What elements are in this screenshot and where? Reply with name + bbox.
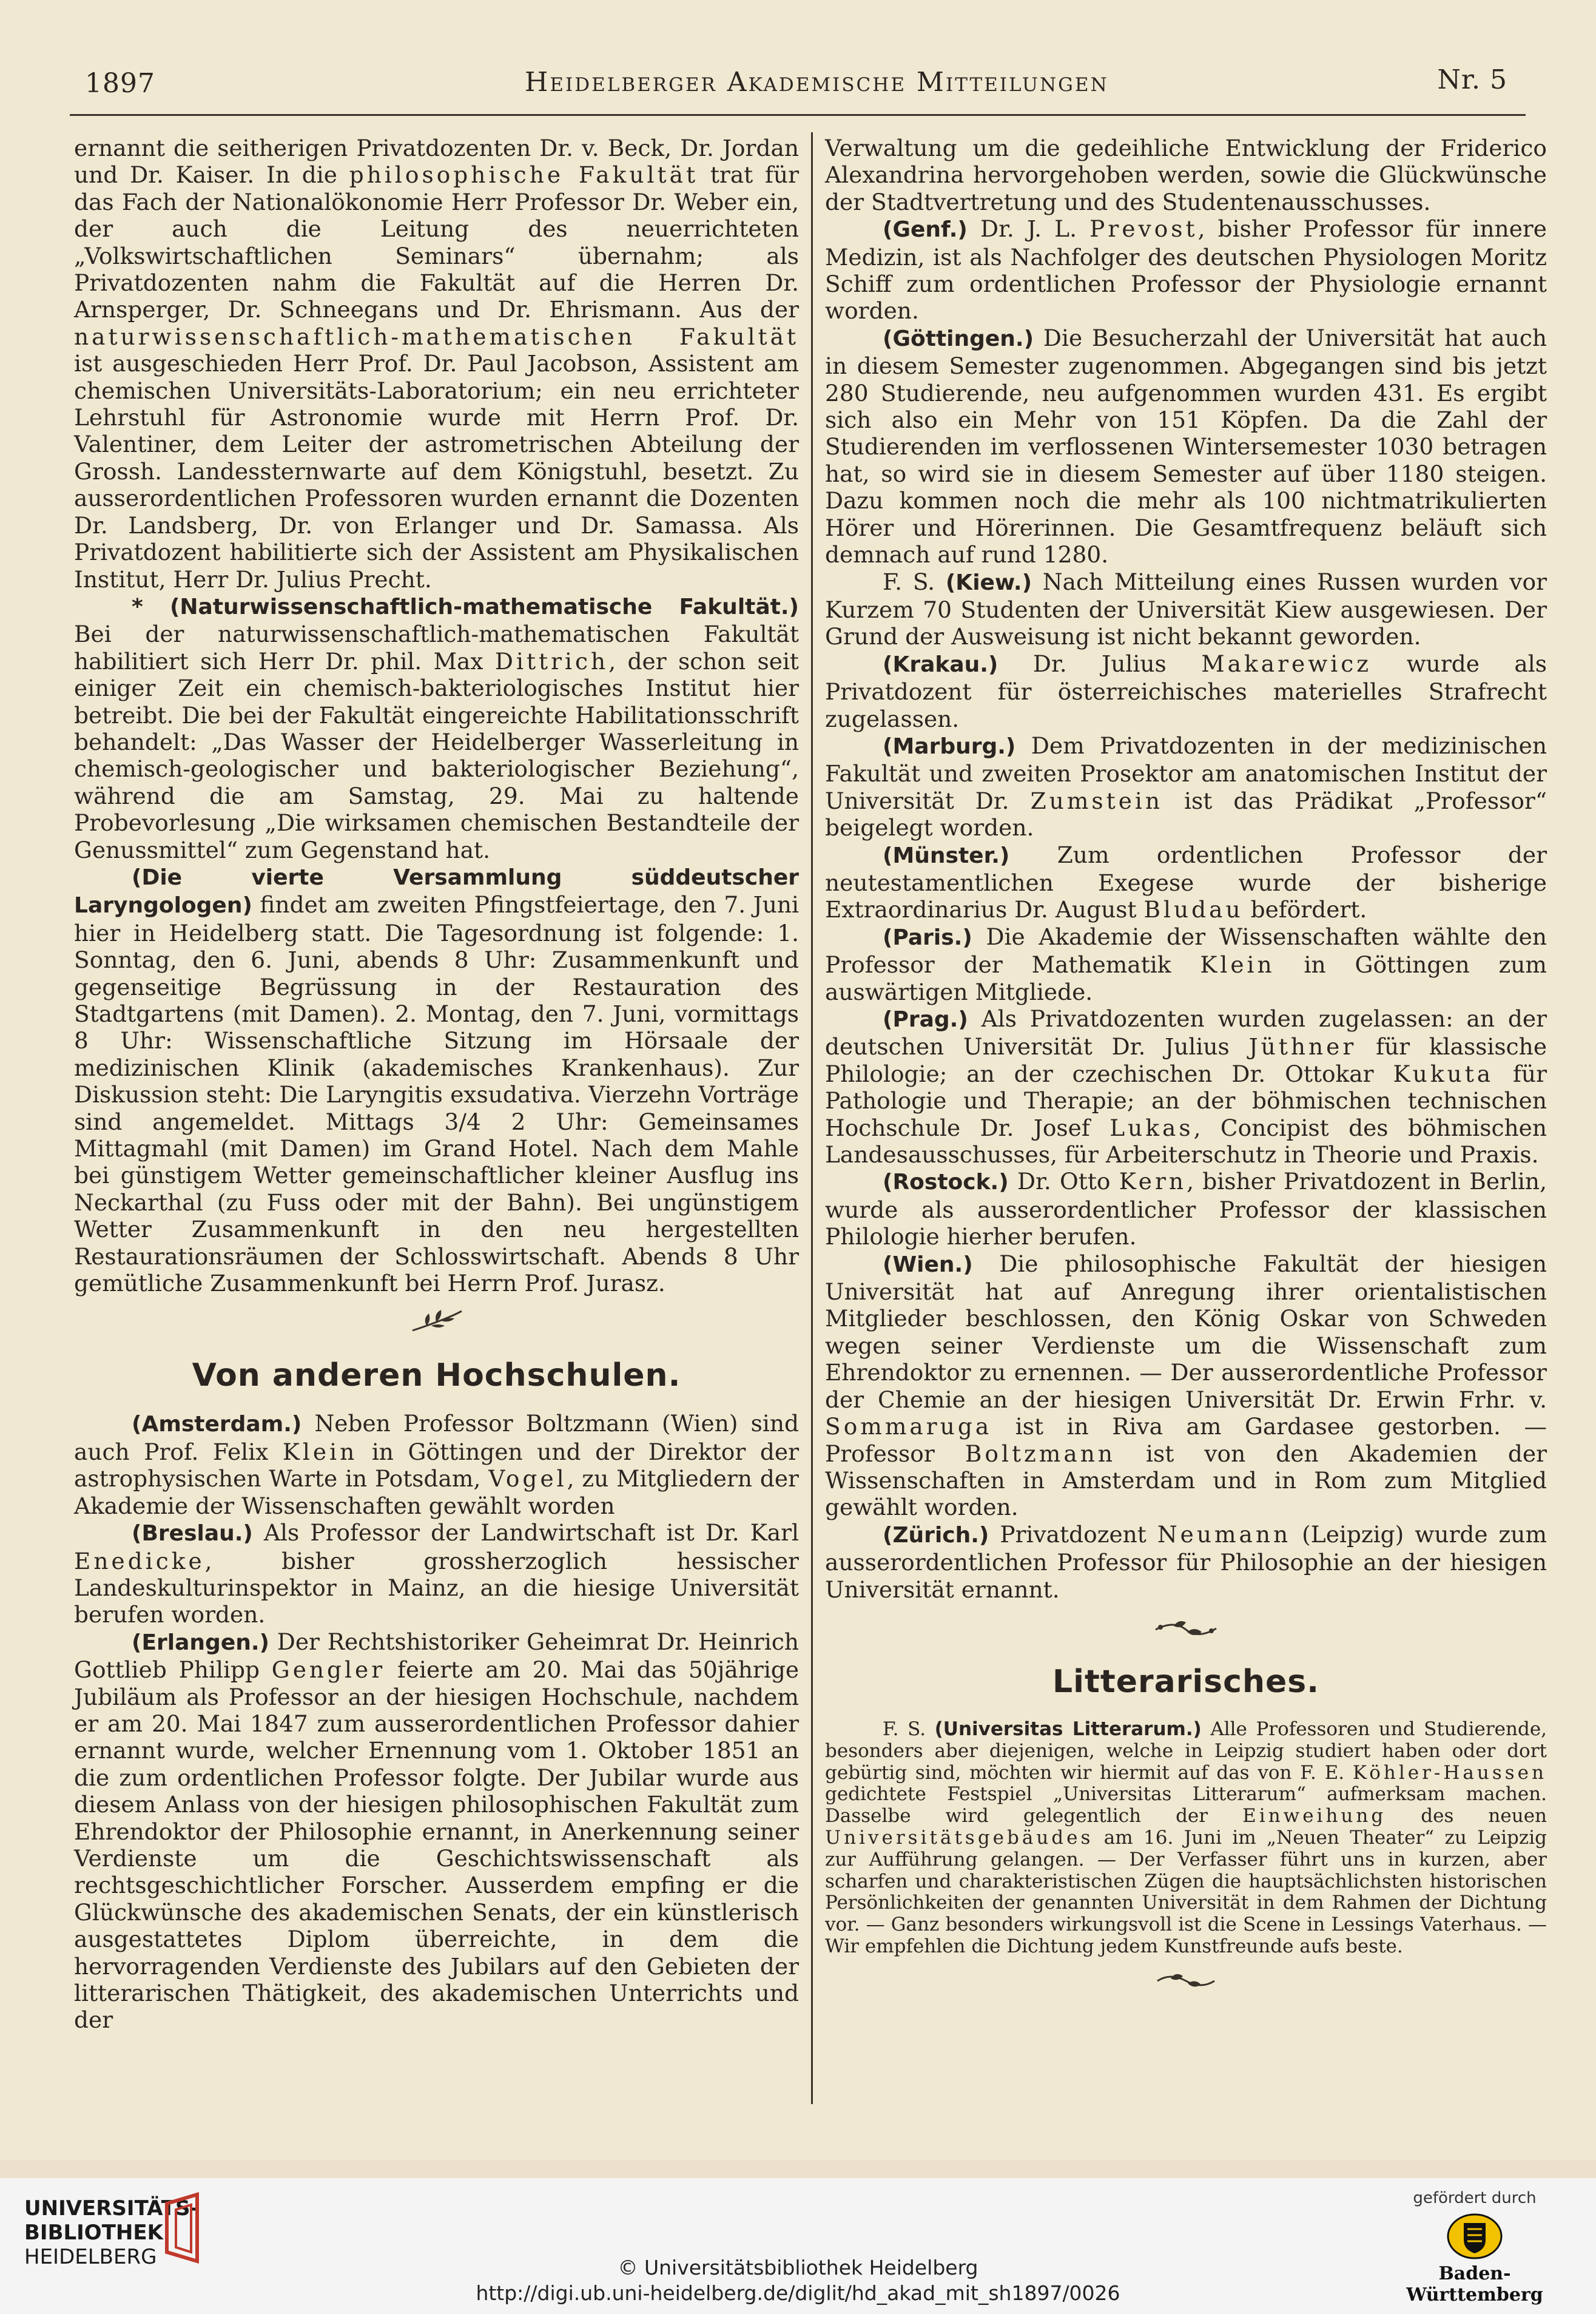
entry-zuerich: (Zürich.) Privatdozent Neumann (Leipzig) wurde zum ausserordentlichen Professor für Philosophie an der hiesigen Universität ernannt. — [825, 1520, 1547, 1603]
entry-marburg: (Marburg.) Dem Privatdozenten in der medizinischen Fakultät und zweiten Prosektor am anatomischen Institut der Universität Dr. Zumstein ist das Prädikat „Professor“ beigelegt worden. — [825, 732, 1547, 842]
header-issue-number: Nr. 5 — [1437, 64, 1507, 95]
running-header — [70, 61, 1526, 103]
entry-prag: (Prag.) Als Privatdozenten wurden zugelassen: an der deutschen Universität Dr. Julius Jüthner für klassische Philologie; an der czechischen Dr. Ottokar Kukuta für Pathologie und Therapie; an der böhmischen technischen Hochschule Dr. Josef Lukas, Concipist des böhmischen Landesausschusses, für Arbeiterschutz in Theorie und Praxis. — [825, 1005, 1547, 1169]
ornament-divider-icon — [825, 1603, 1547, 1661]
header-rule — [70, 114, 1526, 116]
column-divider — [811, 132, 813, 2104]
section-heading-other-universities: Von anderen Hochschulen. — [192, 1357, 681, 1394]
section-heading-literary: Litterarisches. — [1052, 1663, 1319, 1700]
paragraph-faculties: ernannt die seitherigen Privatdozenten Dr. v. Beck, Dr. Jordan und Dr. Kaiser. In die philosophische Fakultät trat für das Fach der Nationalökonomie Herr Professor Dr. Weber ein, der auch die Leitung des neuerrichteten „Volkswirtschaftlichen Seminars“ übernahm; als Privatdozenten nahm die Fakultät auf die Herren Dr. Arnsperger, Dr. Schneegans und Dr. Ehrismann. Aus der naturwissenschaftlich-mathematischen Fakultät ist ausgeschieden Herr Prof. Dr. Paul Jacobson, Assistent am chemischen Universitäts-Laboratorium; ein neu errichteter Lehrstuhl für Astronomie wurde mit Herrn Prof. Dr. Valentiner, dem Leiter der astrometrischen Abteilung der Grossh. Landessternwarte auf dem Königstuhl, besetzt. Zu ausserordentlichen Professoren wurden ernannt die Dozenten Dr. Landsberg, Dr. von Erlanger und Dr. Samassa. Als Privatdozent habilitierte sich der Assistent am Physikalischen Institut, Herr Dr. Julius Precht. — [74, 135, 799, 593]
paragraph-continuation: Verwaltung um die gedeihliche Entwicklung der Friderico Alexandrina hervorgehoben werden, sowie die Glückwünsche der Stadtvertretung und des Studentenausschusses. — [825, 135, 1547, 215]
header-title: Heidelberger Akademische Mitteilungen — [525, 67, 1109, 98]
library-footer — [0, 2178, 1596, 2314]
paragraph-habilitation: * (Naturwissenschaftlich-mathematische Fakultät.) Bei der naturwissenschaftlich-mathematischen Fakultät habilitiert sich Herr Dr. phil. Max Dittrich, der schon seit einiger Zeit ein chemisch-bakteriologisches Institut hier betreibt. Die bei der Fakultät eingereichte Habilitationsschrift behandelt: „Das Wasser der Heidelberger Wasserleitung in chemisch-geologischer und bakteriologischer Beziehung“, während die am Samstag, 29. Mai zu haltende Probevorlesung „Die wirksamen chemischen Bestandteile der Genussmittel“ zum Gegenstand hat. — [74, 594, 800, 863]
logo-line-1: UNIVERSITÄTS- — [24, 2196, 199, 2221]
entry-genf: (Genf.) Dr. J. L. Prevost, bisher Professor für innere Medizin, ist als Nachfolger des deutschen Physiologen Moritz Schiff zum ordentlichen Professor der Physiologie ernannt worden. — [825, 215, 1547, 325]
funding-notice — [1384, 2189, 1566, 2306]
coat-of-arms-icon — [1444, 2212, 1505, 2265]
permalink-url[interactable]: http://digi.ub.uni-heidelberg.de/diglit/hd_akad_mit_sh1897/0026 — [476, 2281, 1120, 2305]
entry-goettingen: (Göttingen.) Die Besucherzahl der Universität hat auch in diesem Semester zugenommen. Abgegangen sind bis jetzt 280 Studierende, neu aufgenommen wurden 431. Es ergibt sich also ein Mehr von 151 Köpfen. Da die Zahl der Studierenden im verflossenen Wintersemester 1030 betragen hat, so wird sie in diesem Semester auf über 1180 steigen. Dazu kommen noch die mehr als 100 nichtmatrikulierten Hörer und Hörerinnen. Die Gesamtfrequenz beläuft sich demnach auf rund 1280. — [825, 324, 1547, 568]
entry-krakau: (Krakau.) Dr. Julius Makarewicz wurde als Privatdozent für österreichisches materielles Strafrecht zugelassen. — [825, 650, 1547, 732]
entry-universitas-litterarum: F. S. (Universitas Litterarum.) Alle Professoren und Studierende, besonders aber diejenigen, welche in Leipzig studiert haben oder dort gebürtig sind, möchten wir hiermit auf das von F. E. Köhler-Haussen gedichtete Festspiel „Universitas Litterarum“ aufmerksam machen. Dasselbe wird gelegentlich der Einweihung des neuen Universitätsgebäudes am 16. Juni im „Neuen Theater“ zu Leipzig zur Aufführung gelangen. — Der Verfasser führt uns in kurzen, aber scharfen und charakteristischen Zügen die hauptsächlichsten historischen Persönlichkeiten der genannten Universität in dem Rahmen der Dichtung vor. — Ganz besonders wirkungsvoll ist die Scene in Lessings Vaterhaus. — Wir empfehlen die Dichtung jedem Kunstfreunde aufs beste. — [825, 1718, 1547, 1957]
ornament-divider-icon — [825, 1958, 1547, 2015]
entry-muenster: (Münster.) Zum ordentlichen Professor der neutestamentlichen Exegese wurde der bisherige Extraordinarius Dr. August Bludau befördert. — [825, 841, 1547, 923]
copyright-notice: © Universitätsbibliothek Heidelberg — [618, 2256, 978, 2279]
entry-paris: (Paris.) Die Akademie der Wissenschaften wählte den Professor der Mathematik Klein in Göttingen zum auswärtigen Mitgliede. — [825, 923, 1547, 1005]
entry-breslau: (Breslau.) Als Professor der Landwirtschaft ist Dr. Karl Enedicke, bisher grossherzoglich hessischer Landeskulturinspektor in Mainz, an die hiesige Universität berufen worden. — [74, 1519, 799, 1628]
logo-line-3: HEIDELBERG — [24, 2245, 157, 2269]
funder-name: Baden-Württemberg — [1406, 2263, 1543, 2306]
paragraph-laryngologists: (Die vierte Versammlung süddeutscher Laryngologen) findet am zweiten Pfingstfeiertage, den 7. Juni hier in Heidelberg statt. Die Tagesordnung ist folgende: 1. Sonntag, den 6. Juni, abends 8 Uhr: Zusammenkunft und gegenseitige Begrüssung in der Restauration des Stadtgartens (mit Damen). 2. Montag, den 7. Juni, vormittags 8 Uhr: Wissenschaftliche Sitzung im Hörsaale der medizinischen Klinik (akademisches Krankenhaus). Zur Diskussion steht: Die Laryngitis exsudativa. Vierzehn Vorträge sind angemeldet. Mittags 3/4 2 Uhr: Gemeinsames Mittagmahl (mit Damen) im Grand Hotel. Nach dem Mahle bei günstigem Wetter gemeinschaftlicher kleiner Ausflug ins Neckarthal (zu Fuss oder mit der Bahn). Bei ungünstigem Wetter Zusammenkunft in den neu hergestellten Restaurationsräumen der Schlosswirtschaft. Abends 8 Uhr gemütliche Zusammenkunft bei Herrn Prof. Jurasz. — [74, 865, 799, 1297]
logo-line-2: BIBLIOTHEK — [24, 2221, 163, 2245]
funded-by-label: gefördert durch — [1413, 2189, 1537, 2207]
entry-rostock: (Rostock.) Dr. Otto Kern, bisher Privatdozent in Berlin, wurde als ausserordentlicher Professor der klassischen Philologie hierher berufen. — [825, 1168, 1547, 1250]
ornament-divider-icon — [74, 1297, 799, 1354]
entry-erlangen: (Erlangen.) Der Rechtshistoriker Geheimrat Dr. Heinrich Gottlieb Philipp Gengler feierte am 20. Mai das 50jährige Jubiläum als Professor an der hiesigen Hochschule, nachdem er am 20. Mai 1847 zum ausserordentlichen Professor dahier ernannt wurde, welcher Ernennung vom 1. Oktober 1851 an die zum ordentlichen Professor folgte. Der Jubilar wurde aus diesem Anlass von der hiesigen philosophischen Fakultät zum Ehrendoktor der Philosophie ernannt, in Anerkennung seiner Verdienste um die Geschichtswissenschaft als rechtsgeschichtlicher Forscher. Ausserdem empfing er die Glückwünsche des akademischen Senats, der ein künstlerisch ausgestattetes Diplom überreichte, in dem die hervorragenden Verdienste des Jubilars auf den Gebieten der litterarischen Thätigkeit, des akademischen Unterrichts und der — [74, 1628, 800, 2034]
entry-kiew: F. S. (Kiew.) Nach Mitteilung eines Russen wurden vor Kurzem 70 Studenten der Universität Kiew ausgewiesen. Der Grund der Ausweisung ist nicht bekannt geworden. — [825, 568, 1547, 650]
left-column — [74, 135, 799, 2034]
literary-notice — [825, 1719, 1547, 1958]
header-year: 1897 — [85, 68, 155, 99]
entry-amsterdam: (Amsterdam.) Neben Professor Boltzmann (Wien) sind auch Prof. Felix Klein in Göttingen und der Direktor der astrophysischen Warte in Potsdam, Vogel, zu Mitgliedern der Akademie der Wissenschaften gewählt worden — [74, 1410, 800, 1519]
right-column — [825, 135, 1547, 2015]
entry-wien: (Wien.) Die philosophische Fakultät der hiesigen Universität hat auf Anregung ihrer orientalistischen Mitglieder beschlossen, den König Oskar von Schweden wegen seiner Verdienste um die Wissenschaft zum Ehrendoktor zu ernennen. — Der ausserordentliche Professor der Chemie an der hiesigen Universität Dr. Erwin Frhr. v. Sommaruga ist in Riva am Gardasee gestorben. — Professor Boltzmann ist von den Akademien der Wissenschaften in Amsterdam und in Rom zum Mitglied gewählt worden. — [825, 1250, 1547, 1521]
